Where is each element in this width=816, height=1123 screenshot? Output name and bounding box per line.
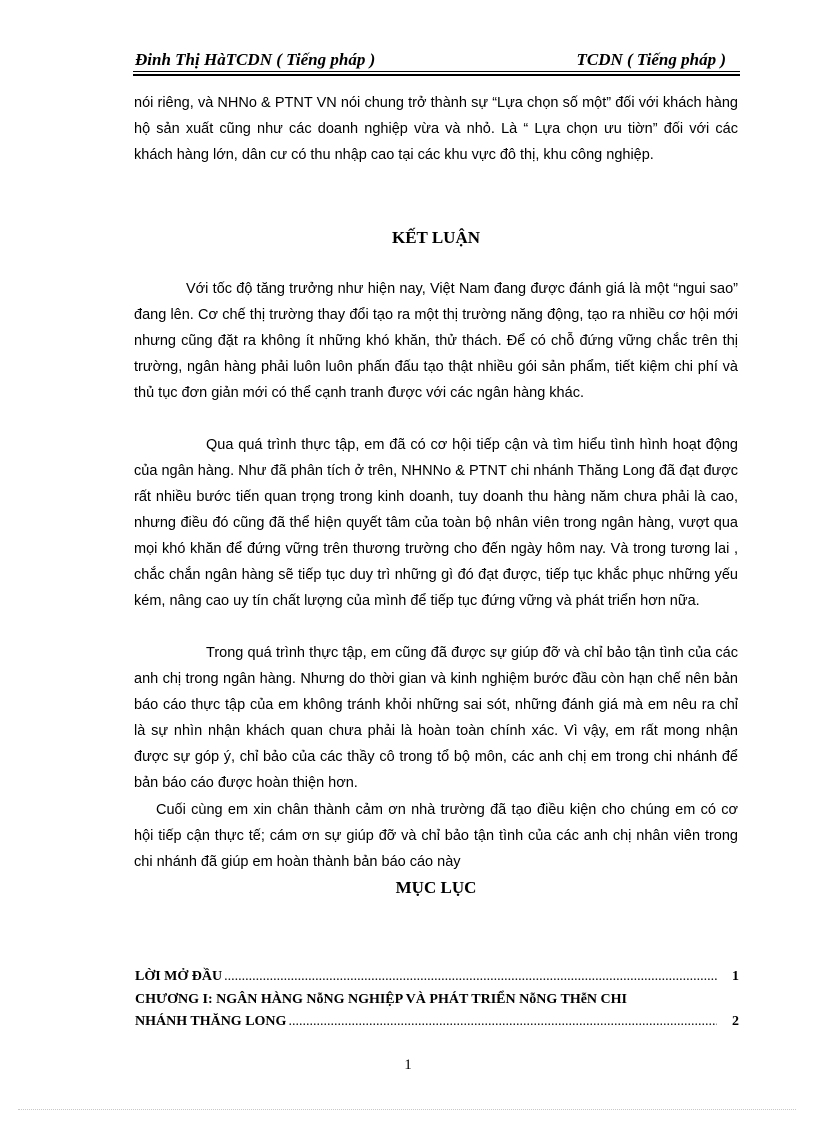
- toc-entry-label: CHƯƠNG I: NGÂN HÀNG NỗNG NGHIỆP VÀ PHÁT TRIỂN NỗNG THễN CHI: [135, 992, 627, 1007]
- toc-entry[interactable]: [135, 966, 739, 988]
- page-break-rule: [18, 1109, 796, 1110]
- conclusion-paragraph: Cuối cùng em xin chân thành cảm ơn nhà trường đã tạo điều kiện cho chúng em có cơ hội tiếp cận thực tế; cám ơn sự giúp đỡ và chỉ bảo tận tình của các anh chị nhân viên trong chi nhánh đã giúp em hoàn thành bản báo cáo này: [134, 802, 738, 870]
- toc-entry-label: LỜI MỞ ĐẦU: [135, 969, 223, 984]
- toc-entry[interactable]: [135, 989, 739, 1033]
- toc-leader-dots: [288, 1011, 717, 1033]
- conclusion-paragraph: Với tốc độ tăng trưởng như hiện nay, Việt Nam đang được đánh giá là một “ngui sao” đang lên. Cơ chế thị trường thay đổi tạo ra một thị trường năng động, tạo ra nhiều cơ hội mới nhưng cũng đặt ra không ít những khó khăn, thử thách. Để có chỗ đứng vững chắc trên thị trường, ngân hàng phải luôn luôn phấn đấu tạo thật nhiều gói sản phẩm, tiết kiệm chi phí và thủ tục đơn giản mới có thể cạnh tranh được với các ngân hàng khác.: [134, 281, 738, 401]
- conclusion-paragraph: Qua quá trình thực tập, em đã có cơ hội tiếp cận và tìm hiểu tình hình hoạt động của ngân hàng. Như đã phân tích ở trên, NHNNo & PTNT chi nhánh Thăng Long đã đạt được rất nhiều bước tiến quan trọng trong kinh doanh, tuy doanh thu hàng năm chưa phải là cao, nhưng điều đó cũng đã thể hiện quyết tâm của toàn bộ nhân viên trong ngân hàng, vượt qua mọi khó khăn để đứng vững trên thương trường cho đến ngày hôm nay. Và trong tương lai , chắc chắn ngân hàng sẽ tiếp tục duy trì những gì đó đạt được, tiếp tục khắc phục những yếu kém, nâng cao uy tín chất lượng của mình để tiếp tục đứng vững và phát triển hơn nữa.: [134, 437, 738, 609]
- page-number: 1: [404, 1057, 412, 1073]
- toc-page-number: 2: [732, 1014, 739, 1029]
- header-author-course: Đinh Thị HàTCDN ( Tiếng pháp ): [135, 50, 376, 69]
- toc-entry-label-continued: NHÁNH THĂNG LONG: [135, 1014, 287, 1029]
- toc-title: MỤC LỤC: [395, 878, 477, 897]
- header-rule: [133, 71, 740, 76]
- conclusion-title: KẾT LUẬN: [391, 228, 480, 247]
- toc-page-number: 1: [732, 969, 739, 984]
- header-course: TCDN ( Tiếng pháp ): [576, 50, 726, 69]
- conclusion-paragraph: Trong quá trình thực tập, em cũng đã được sự giúp đỡ và chỉ bảo tận tình của các anh chị trong ngân hàng. Nhưng do thời gian và kinh nghiệm bước đầu còn hạn chế nên bản báo cáo thực tập của em không tránh khỏi những sai sót, những đánh giá mà em nêu ra chỉ là sự nhìn nhận khách quan chưa phải là hoàn toàn chính xác. Vì vậy, em rất mong nhận được sự góp ý, chỉ bảo của các thầy cô trong tổ bộ môn, các anh chị em trong chi nhánh để bản báo cáo được hoàn thiện hơn.: [134, 645, 738, 791]
- intro-paragraph: nói riêng, và NHNo & PTNT VN nói chung trở thành sự “Lựa chọn số một” đối với khách hàng hộ sản xuất cũng như các doanh nghiệp vừa và nhỏ. Là “ Lựa chọn ưu tiờn” đối với các khách hàng lớn, dân cư có thu nhập cao tại các khu vực đô thị, khu công nghiệp.: [134, 95, 738, 163]
- toc-leader-dots: [224, 966, 717, 988]
